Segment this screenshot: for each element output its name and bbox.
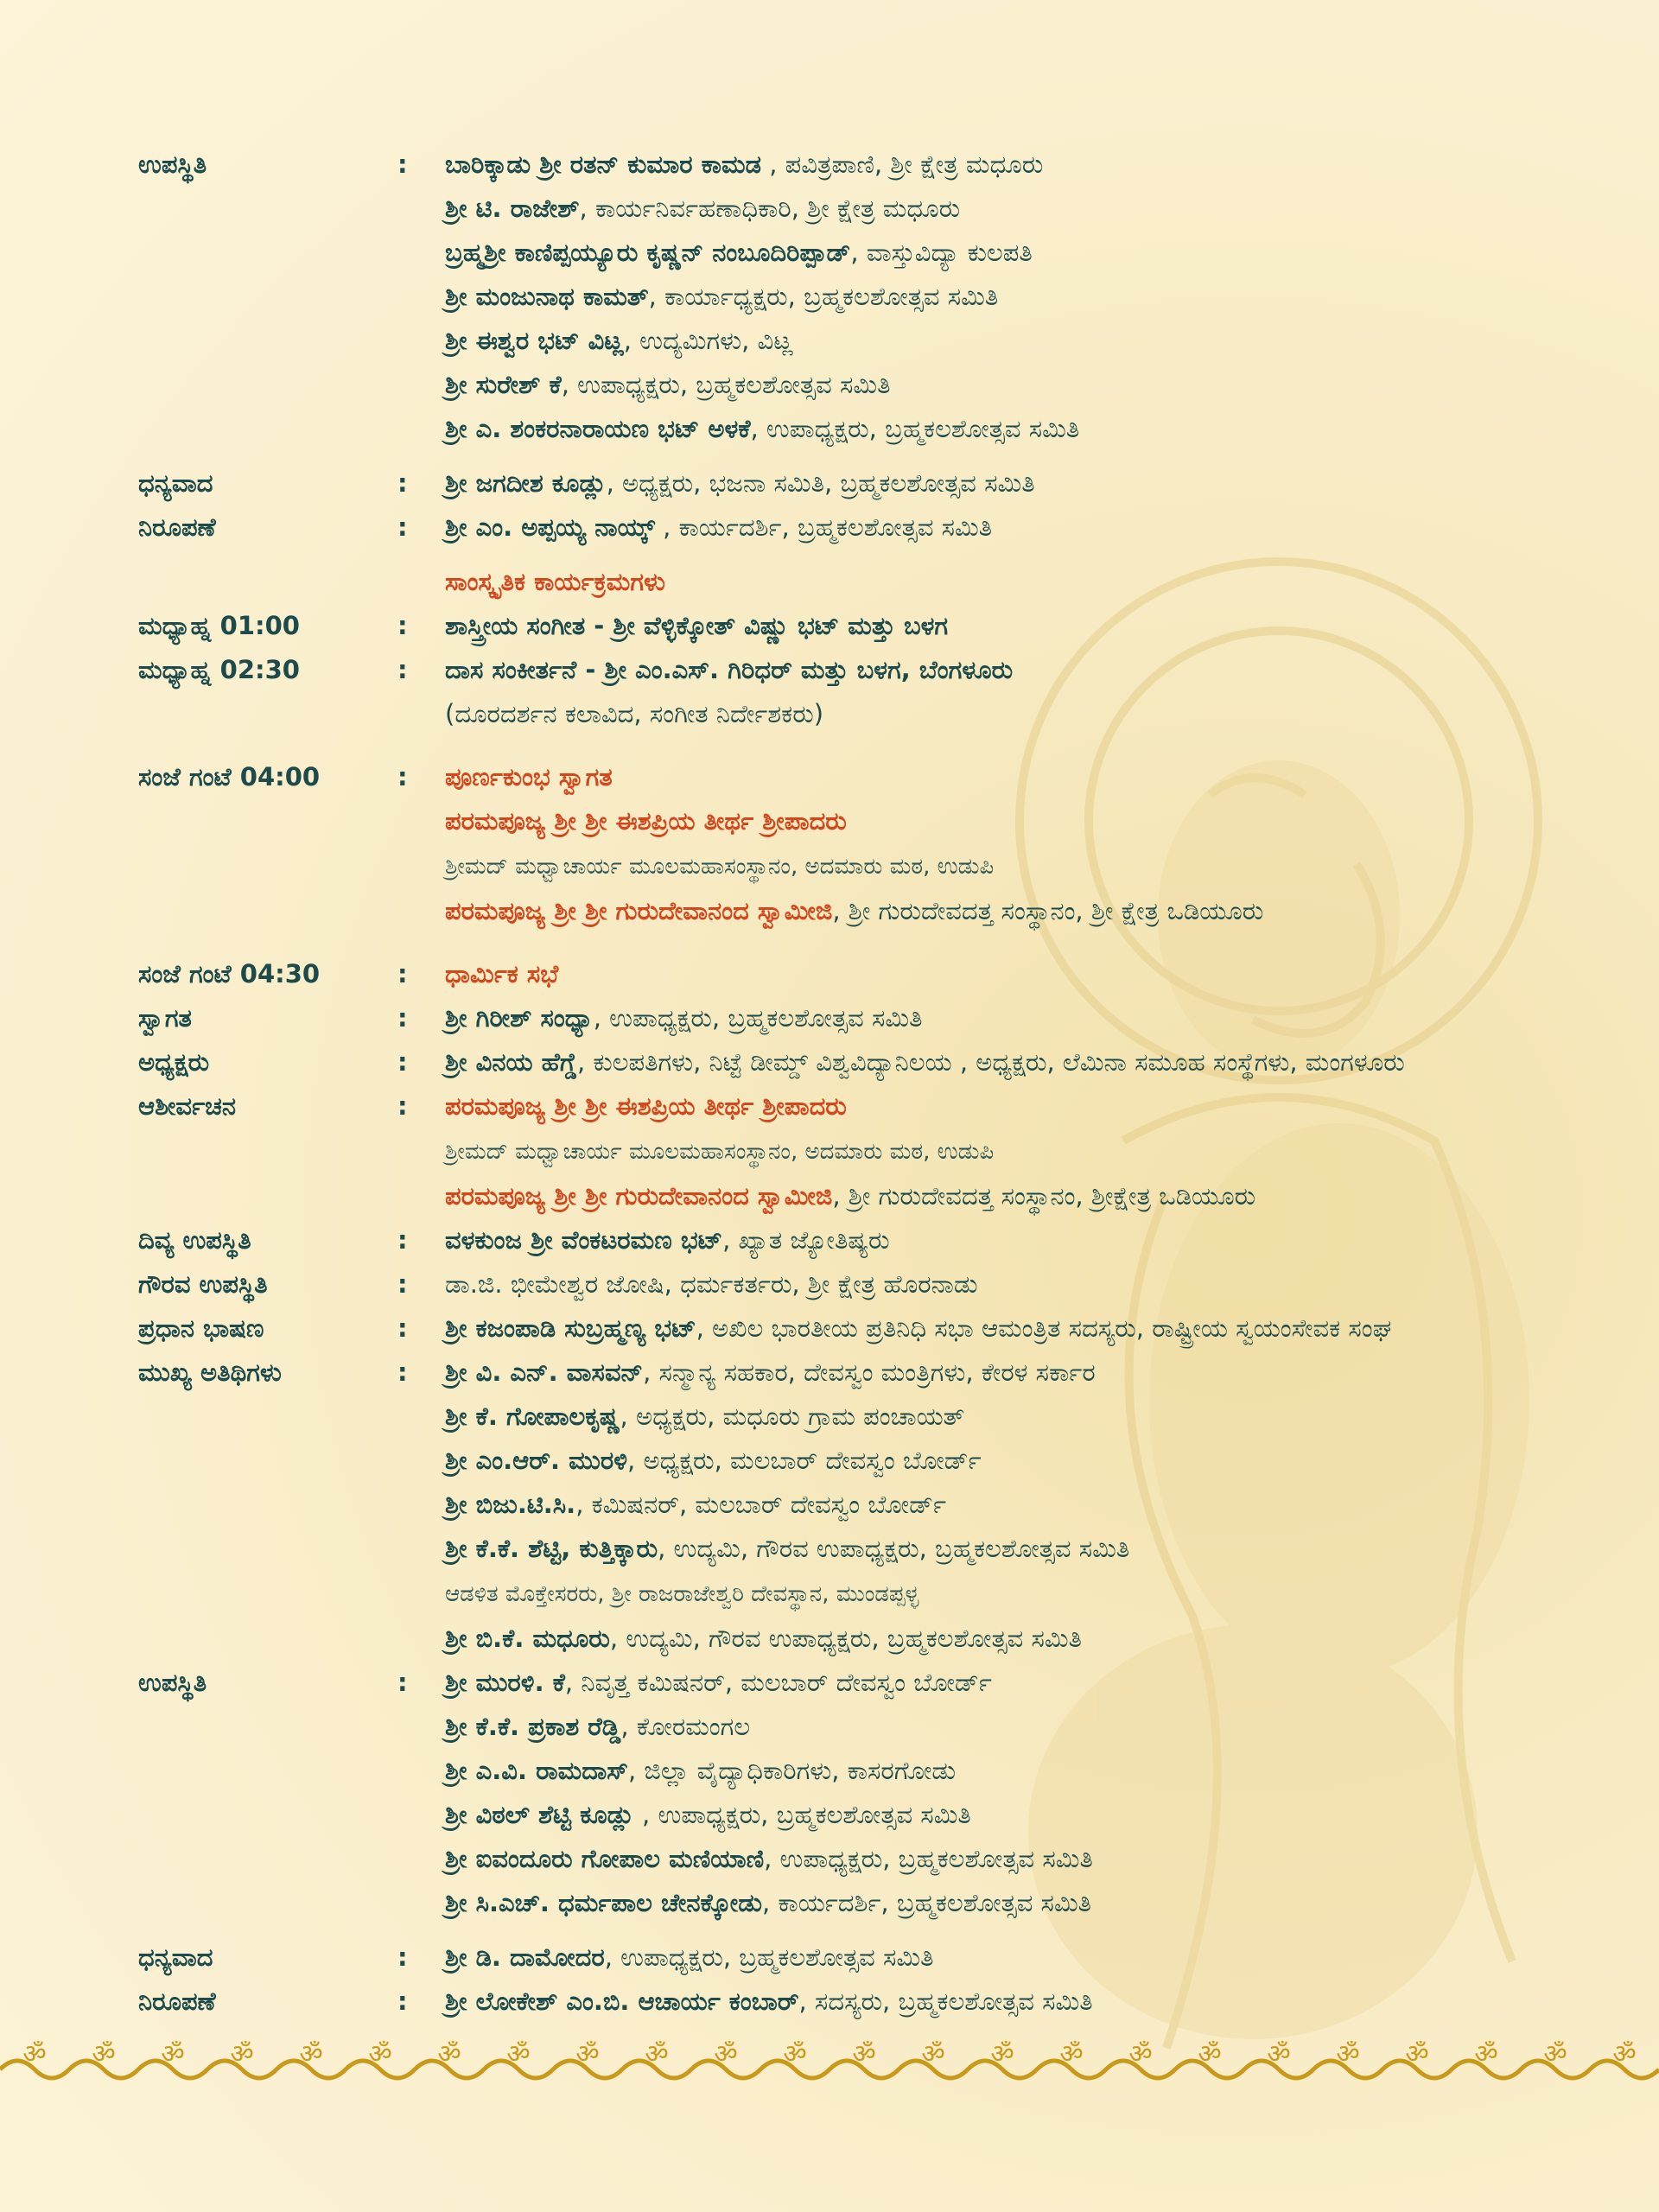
schedule-row (138, 952, 1624, 996)
row-colon: : (397, 1357, 408, 1387)
row-colon: : (397, 1942, 408, 1972)
section-heading-row (138, 560, 1624, 604)
row-colon: : (397, 149, 408, 179)
person-name: ಶ್ರೀ ಈಶ್ವರ ಭಟ್ ವಿಟ್ಲ (445, 326, 624, 355)
row-value (445, 1980, 1624, 2024)
person-name: ಶ್ರೀ ಎಂ. ಅಪ್ಪಯ್ಯ ನಾಯ್ಕ್ (445, 512, 655, 542)
row-colon: : (397, 762, 408, 791)
om-glyph: ॐ (714, 2039, 738, 2069)
person-description: , ಸನ್ಮಾನ್ಯ ಸಹಕಾರ, ದೇವಸ್ವಂ ಮಂತ್ರಿಗಳು, ಕೇರಳ ಸರ್ಕಾರ (643, 1357, 1096, 1387)
row-value (445, 1262, 1624, 1306)
om-glyph: ॐ (22, 2039, 47, 2069)
schedule-row (138, 1483, 1624, 1527)
row-colon: : (397, 468, 408, 498)
row-colon: : (397, 655, 408, 684)
row-label: ಮಧ್ಯಾಹ್ನ 01:00 (138, 611, 300, 640)
row-value (445, 1793, 1624, 1837)
person-name: ಶ್ರೀ ಬಿಜು.ಟಿ.ಸಿ. (445, 1490, 576, 1519)
person-name: ಬ್ರಹ್ಮಶ್ರೀ ಕಾಣಿಪ್ಪಯ್ಯೂರು ಕೃಷ್ಣನ್ ನಂಬೂದಿರಿಪ್ಪಾಡ್ (445, 238, 851, 267)
schedule-row (138, 231, 1624, 275)
row-label: ಸಂಜೆ ಗಂಟೆ 04:00 (138, 762, 321, 791)
schedule-row (138, 1218, 1624, 1262)
person-name: ಶ್ರೀ ಸಿ.ಎಚ್. ಧರ್ಮಪಾಲ ಚೇನಕ್ಕೋಡು (445, 1888, 762, 1917)
person-description: , ಉದ್ಯಮಿಗಳು, ವಿಟ್ಲ (623, 326, 793, 355)
person-name: ಶ್ರೀ ವಿ. ಎನ್. ವಾಸವನ್ (445, 1357, 644, 1387)
schedule-row (138, 755, 1624, 799)
schedule-row (138, 1128, 1624, 1174)
person-name: ಶ್ರೀ ಸುರೇಶ್ ಕೆ (445, 370, 562, 399)
row-label: ಮುಖ್ಯ ಅತಿಥಿಗಳು (138, 1357, 282, 1387)
person-description: , ಜಿಲ್ಲಾ ವೈದ್ಯಾಧಿಕಾರಿಗಳು, ಕಾಸರಗೋಡು (628, 1756, 957, 1785)
person-description: , ಶ್ರೀ ಗುರುದೇವದತ್ತ ಸಂಸ್ಥಾನಂ, ಶ್ರೀ ಕ್ಷೇತ್ರ ಒಡಿಯೂರು (832, 896, 1264, 925)
person-name: ಶ್ರೀ ಕೆ.ಕೆ. ಶೆಟ್ಟಿ, ಕುತ್ತಿಕ್ಕಾರು (445, 1534, 658, 1563)
highlight-text: ಧಾರ್ಮಿಕ ಸಭೆ (445, 959, 559, 988)
row-value (445, 1661, 1624, 1705)
row-label: ಅಧ್ಯಕ್ಷರು (138, 1047, 210, 1077)
row-value (445, 461, 1624, 505)
om-glyph: ॐ (575, 2039, 600, 2069)
highlight-text: ಪರಮಪೂಜ್ಯ ಶ್ರೀ ಶ್ರೀ ಈಶಪ್ರಿಯ ತೀರ್ಥ ಶ್ರೀಪಾದರು (445, 1091, 847, 1121)
person-name: ಶ್ರೀ ಮುರಳಿ. ಕೆ (445, 1668, 565, 1697)
row-value (445, 604, 1624, 648)
row-label: ಸ್ವಾಗತ (138, 1003, 192, 1033)
schedule-row (138, 604, 1624, 648)
schedule-row (138, 143, 1624, 187)
person-name: ಶ್ರೀ ಗಿರೀಶ್ ಸಂಧ್ಯಾ (445, 1003, 594, 1033)
schedule-row (138, 889, 1624, 933)
row-label: ನಿರೂಪಣೆ (138, 1986, 216, 2016)
schedule-row (138, 461, 1624, 505)
om-glyph: ॐ (1612, 2039, 1637, 2069)
row-colon: : (397, 512, 408, 542)
om-glyph: ॐ (299, 2039, 323, 2069)
person-description: , ವಾಸ್ತುವಿದ್ಯಾ ಕುಲಪತಿ (850, 238, 1033, 267)
schedule-row (138, 1749, 1624, 1793)
row-value (445, 692, 1624, 736)
row-label: ಉಪಸ್ಥಿತಿ (138, 1668, 207, 1697)
schedule-row (138, 1306, 1624, 1351)
om-glyph: ॐ (1543, 2039, 1567, 2069)
person-description: , ಸದಸ್ಯರು, ಬ್ರಹ್ಮಕಲಶೋತ್ಸವ ಸಮಿತಿ (798, 1986, 1093, 2016)
person-description: , ಶ್ರೀ ಗುರುದೇವದತ್ತ ಸಂಸ್ಥಾನಂ, ಶ್ರೀಕ್ಷೇತ್ರ ಒಡಿಯೂರು (832, 1181, 1256, 1211)
om-border (0, 2035, 1659, 2087)
schedule-row (138, 1084, 1624, 1128)
om-glyph: ॐ (1198, 2039, 1222, 2069)
highlight-text: ಪೂರ್ಣಕುಂಭ ಸ್ವಾಗತ (445, 762, 613, 791)
schedule-row (138, 1617, 1624, 1661)
row-value (445, 1084, 1624, 1128)
row-label: ಧನ್ಯವಾದ (138, 468, 213, 498)
row-label: ಮಧ್ಯಾಹ್ನ 02:30 (138, 655, 300, 684)
row-label: ಧನ್ಯವಾದ (138, 1942, 213, 1972)
schedule-row (138, 692, 1624, 736)
row-label: ಗೌರವ ಉಪಸ್ಥಿತಿ (138, 1269, 268, 1299)
person-name: ಬಾರಿಕ್ಕಾಡು ಶ್ರೀ ರತನ್ ಕುಮಾರ ಕಾಮಡ (445, 149, 761, 179)
person-name: ಶ್ರೀ ಎಂ.ಆರ್. ಮುರಳಿ (445, 1446, 628, 1475)
person-description: , ಅಧ್ಯಕ್ಷರು, ಭಜನಾ ಸಮಿತಿ, ಬ್ರಹ್ಮಕಲಶೋತ್ಸವ ಸಮಿತಿ (606, 468, 1035, 498)
row-value (445, 755, 1624, 799)
row-value (445, 1527, 1624, 1571)
row-value (445, 843, 1624, 889)
row-label: ಸಂಜೆ ಗಂಟೆ 04:30 (138, 959, 321, 988)
person-name: ಶ್ರೀ ಡಿ. ದಾಮೋದರ (445, 1942, 605, 1972)
om-glyph: ॐ (852, 2039, 876, 2069)
row-value (445, 363, 1624, 407)
row-value (445, 996, 1624, 1040)
person-description: , ಕೋರಮಂಗಲ (620, 1712, 751, 1741)
schedule-row (138, 275, 1624, 319)
person-name: ಶ್ರೀ ಕೆ. ಗೋಪಾಲಕೃಷ್ಣ (445, 1402, 620, 1431)
row-colon: : (397, 1225, 408, 1255)
om-glyph: ॐ (990, 2039, 1014, 2069)
schedule-row (138, 363, 1624, 407)
row-value (445, 1881, 1624, 1925)
person-description: , ಪವಿತ್ರಪಾಣಿ, ಶ್ರೀ ಕ್ಷೇತ್ರ ಮಧೂರು (761, 149, 1044, 179)
row-value (445, 231, 1624, 275)
person-description: ಡಾ.ಜಿ. ಭೀಮೇಶ್ವರ ಜೋಷಿ, ಧರ್ಮಕರ್ತರು, ಶ್ರೀ ಕ್ಷೇತ್ರ ಹೊರನಾಡು (445, 1269, 978, 1299)
person-description: , ಉಪಾಧ್ಯಕ್ಷರು, ಬ್ರಹ್ಮಕಲಶೋತ್ಸವ ಸಮಿತಿ (750, 414, 1080, 443)
person-description: , ಉದ್ಯಮಿ, ಗೌರವ ಉಪಾಧ್ಯಕ್ಷರು, ಬ್ರಹ್ಮಕಲಶೋತ್ಸವ ಸಮಿತಿ (609, 1624, 1082, 1653)
person-name: ಶ್ರೀ ಎ. ಶಂಕರನಾರಾಯಣ ಭಟ್ ಅಳಕೆ (445, 414, 751, 443)
person-name: ಶ್ರೀ ಐವಂದೂರು ಗೋಪಾಲ ಮಣಿಯಾಣಿ (445, 1844, 765, 1873)
om-glyph: ॐ (1059, 2039, 1084, 2069)
row-value (445, 1571, 1624, 1617)
row-value (445, 1306, 1624, 1351)
person-description: , ಕಾರ್ಯದರ್ಶಿ, ಬ್ರಹ್ಮಕಲಶೋತ್ಸವ ಸಮಿತಿ (761, 1888, 1092, 1917)
person-name: ಶ್ರೀ ಲೋಕೇಶ್ ಎಂ.ಬಿ. ಆಚಾರ್ಯ ಕಂಬಾರ್ (445, 1986, 799, 2016)
row-value (445, 275, 1624, 319)
person-description: (ದೂರದರ್ಶನ ಕಲಾವಿದ, ಸಂಗೀತ ನಿರ್ದೇಶಕರು) (445, 699, 824, 728)
person-description: , ಖ್ಯಾತ ಜ್ಯೋತಿಷ್ಯರು (722, 1225, 890, 1255)
row-label: ಆಶೀರ್ವಚನ (138, 1091, 236, 1121)
section-heading: ಸಾಂಸ್ಕೃತಿಕ ಕಾರ್ಯಕ್ರಮಗಳು (445, 567, 665, 596)
schedule-row (138, 1705, 1624, 1749)
row-colon: : (397, 1668, 408, 1697)
row-value (445, 1351, 1624, 1395)
row-colon: : (397, 1003, 408, 1033)
person-description: , ಉಪಾಧ್ಯಕ್ಷರು, ಬ್ರಹ್ಮಕಲಶೋತ್ಸವ ಸಮಿತಿ (764, 1844, 1093, 1873)
person-name: ವಳಕುಂಜ ಶ್ರೀ ವೆಂಕಟರಮಣ ಭಟ್ (445, 1225, 723, 1255)
row-value (445, 319, 1624, 363)
om-glyph: ॐ (1336, 2039, 1360, 2069)
schedule-row (138, 1040, 1624, 1084)
row-value (445, 1439, 1624, 1483)
person-description: , ಕಾರ್ಯಾಧ್ಯಕ್ಷರು, ಬ್ರಹ್ಮಕಲಶೋತ್ಸವ ಸಮಿತಿ (648, 282, 999, 311)
row-value (445, 648, 1624, 692)
schedule-row (138, 1793, 1624, 1837)
person-description: , ಕಮಿಷನರ್, ಮಲಬಾರ್ ದೇವಸ್ವಂ ಬೋರ್ಡ್ (575, 1490, 947, 1519)
row-value (445, 1749, 1624, 1793)
schedule-row (138, 1881, 1624, 1925)
person-description: , ಉಪಾಧ್ಯಕ್ಷರು, ಬ್ರಹ್ಮಕಲಶೋತ್ಸವ ಸಮಿತಿ (633, 1800, 971, 1829)
om-glyph: ॐ (1267, 2039, 1291, 2069)
row-label: ದಿವ್ಯ ಉಪಸ್ಥಿತಿ (138, 1225, 251, 1255)
row-colon: : (397, 1047, 408, 1077)
om-glyph: ॐ (1474, 2039, 1498, 2069)
person-description: , ನಿವೃತ್ತ ಕಮಿಷನರ್, ಮಲಬಾರ್ ದೇವಸ್ವಂ ಬೋರ್ಡ್ (564, 1668, 992, 1697)
schedule-row (138, 1936, 1624, 1980)
row-label: ಉಪಸ್ಥಿತಿ (138, 149, 207, 179)
om-glyph: ॐ (783, 2039, 807, 2069)
schedule-row (138, 187, 1624, 231)
person-description: , ಅಖಿಲ ಭಾರತೀಯ ಪ್ರತಿನಿಧಿ ಸಭಾ ಆಮಂತ್ರಿತ ಸದಸ್ಯರು, ರಾಷ್ಟ್ರೀಯ ಸ್ವಯಂಸೇವಕ ಸಂಘ (696, 1313, 1392, 1343)
row-value (445, 1218, 1624, 1262)
row-colon: : (397, 1986, 408, 2016)
row-value (445, 1395, 1624, 1439)
row-colon: : (397, 1091, 408, 1121)
row-value (445, 1936, 1624, 1980)
schedule-row (138, 648, 1624, 692)
row-value (445, 143, 1624, 187)
row-colon: : (397, 1313, 408, 1343)
person-name: ಶಾಸ್ತ್ರೀಯ ಸಂಗೀತ - ಶ್ರೀ ವೆಳ್ಳಿಕ್ಕೋತ್ ವಿಷ್ಣು ಭಟ್ ಮತ್ತು ಬಳಗ (445, 611, 949, 640)
schedule-row (138, 996, 1624, 1040)
schedule-row (138, 319, 1624, 363)
person-name: ಶ್ರೀ ಜಗದೀಶ ಕೂಡ್ಲು (445, 468, 607, 498)
om-glyph: ॐ (1405, 2039, 1429, 2069)
schedule-row (138, 505, 1624, 550)
row-value (445, 187, 1624, 231)
sub-description: ಶ್ರೀಮದ್ ಮಧ್ವಾಚಾರ್ಯ ಮೂಲಮಹಾಸಂಸ್ಥಾನಂ, ಅದಮಾರು ಮಠ, ಉಡುಪಿ (445, 854, 995, 880)
highlight-text: ಪರಮಪೂಜ್ಯ ಶ್ರೀ ಶ್ರೀ ಗುರುದೇವಾನಂದ ಸ್ವಾಮೀಜಿ (445, 1181, 833, 1211)
person-description: , ಕುಲಪತಿಗಳು, ನಿಟ್ಟೆ ಡೀಮ್ಡ್ ವಿಶ್ವವಿದ್ಯಾನಿಲಯ , ಅಧ್ಯಕ್ಷರು, ಲೆಮಿನಾ ಸಮೂಹ ಸಂಸ್ಥೆಗಳು, ಮಂಗಳೂರು (576, 1047, 1405, 1077)
row-value (445, 1128, 1624, 1174)
person-name: ದಾಸ ಸಂಕೀರ್ತನೆ - ಶ್ರೀ ಎಂ.ಎಸ್. ಗಿರಿಧರ್ ಮತ್ತು ಬಳಗ, ಬೆಂಗಳೂರು (445, 655, 1014, 684)
om-glyph: ॐ (1128, 2039, 1153, 2069)
schedule-row (138, 1527, 1624, 1571)
om-glyph: ॐ (161, 2039, 185, 2069)
schedule-row (138, 843, 1624, 889)
row-value (445, 560, 1624, 604)
person-description: , ಅಧ್ಯಕ್ಷರು, ಮಲಬಾರ್ ದೇವಸ್ವಂ ಬೋರ್ಡ್ (627, 1446, 982, 1475)
row-colon: : (397, 959, 408, 988)
person-description: , ಉಪಾಧ್ಯಕ್ಷರು, ಬ್ರಹ್ಮಕಲಶೋತ್ಸವ ಸಮಿತಿ (593, 1003, 923, 1033)
om-glyph: ॐ (921, 2039, 945, 2069)
om-glyph: ॐ (506, 2039, 531, 2069)
schedule-row (138, 1837, 1624, 1881)
person-name: ಶ್ರೀ ಕಜಂಪಾಡಿ ಸುಬ್ರಹ್ಮಣ್ಯ ಭಟ್ (445, 1313, 696, 1343)
person-description: , ಅಧ್ಯಕ್ಷರು, ಮಧೂರು ಗ್ರಾಮ ಪಂಚಾಯತ್ (620, 1402, 965, 1431)
om-glyph: ॐ (92, 2039, 116, 2069)
schedule-row (138, 1351, 1624, 1395)
person-name: ಶ್ರೀ ಬಿ.ಕೆ. ಮಧೂರು (445, 1624, 610, 1653)
row-value (445, 505, 1624, 550)
row-value (445, 1837, 1624, 1881)
schedule-row (138, 1262, 1624, 1306)
sub-description: ಆಡಳಿತ ಮೊಕ್ತೇಸರರು, ಶ್ರೀ ರಾಜರಾಜೇಶ್ವರಿ ದೇವಸ್ಥಾನ, ಮುಂಡಪ್ಪಳ್ಳ (445, 1581, 919, 1607)
row-value (445, 1705, 1624, 1749)
om-glyph: ॐ (230, 2039, 254, 2069)
person-name: ಶ್ರೀ ಎ.ವಿ. ರಾಮದಾಸ್ (445, 1756, 628, 1785)
person-description: , ಉದ್ಯಮಿ, ಗೌರವ ಉಪಾಧ್ಯಕ್ಷರು, ಬ್ರಹ್ಮಕಲಶೋತ್ಸವ ಸಮಿತಿ (658, 1534, 1130, 1563)
schedule-row (138, 1571, 1624, 1617)
person-name: ಶ್ರೀ ಮಂಜುನಾಥ ಕಾಮತ್ (445, 282, 649, 311)
row-colon: : (397, 1269, 408, 1299)
row-value (445, 952, 1624, 996)
person-name: ಶ್ರೀ ವಿನಯ ಹೆಗ್ಡೆ (445, 1047, 577, 1077)
om-glyph: ॐ (368, 2039, 392, 2069)
om-glyph: ॐ (437, 2039, 461, 2069)
sub-description: ಶ್ರೀಮದ್ ಮಧ್ವಾಚಾರ್ಯ ಮೂಲಮಹಾಸಂಸ್ಥಾನಂ, ಅದಮಾರು ಮಠ, ಉಡುಪಿ (445, 1139, 995, 1165)
schedule-row (138, 1174, 1624, 1218)
schedule-row (138, 407, 1624, 451)
row-value (445, 1174, 1624, 1218)
schedule-row (138, 799, 1624, 843)
schedule-row (138, 1661, 1624, 1705)
om-glyph: ॐ (645, 2039, 669, 2069)
row-value (445, 1040, 1624, 1084)
row-label: ಪ್ರಧಾನ ಭಾಷಣ (138, 1313, 264, 1343)
person-name: ಶ್ರೀ ಟಿ. ರಾಜೇಶ್ (445, 194, 580, 223)
person-description: , ಉಪಾಧ್ಯಕ್ಷರು, ಬ್ರಹ್ಮಕಲಶೋತ್ಸವ ಸಮಿತಿ (561, 370, 891, 399)
row-value (445, 799, 1624, 843)
person-description: , ಕಾರ್ಯನಿರ್ವಹಣಾಧಿಕಾರಿ, ಶ್ರೀ ಕ್ಷೇತ್ರ ಮಧೂರು (579, 194, 961, 223)
row-colon: : (397, 611, 408, 640)
row-label: ನಿರೂಪಣೆ (138, 512, 216, 542)
row-value (445, 1483, 1624, 1527)
row-value (445, 407, 1624, 451)
person-description: , ಕಾರ್ಯದರ್ಶಿ, ಬ್ರಹ್ಮಕಲಶೋತ್ಸವ ಸಮಿತಿ (654, 512, 993, 542)
person-description: , ಉಪಾಧ್ಯಕ್ಷರು, ಬ್ರಹ್ಮಕಲಶೋತ್ಸವ ಸಮಿತಿ (604, 1942, 934, 1972)
schedule-row (138, 1980, 1624, 2024)
schedule-row (138, 1395, 1624, 1439)
schedule-row (138, 1439, 1624, 1483)
highlight-text: ಪರಮಪೂಜ್ಯ ಶ್ರೀ ಶ್ರೀ ಈಶಪ್ರಿಯ ತೀರ್ಥ ಶ್ರೀಪಾದರು (445, 806, 847, 836)
highlight-text: ಪರಮಪೂಜ್ಯ ಶ್ರೀ ಶ್ರೀ ಗುರುದೇವಾನಂದ ಸ್ವಾಮೀಜಿ (445, 896, 833, 925)
row-value (445, 1617, 1624, 1661)
person-name: ಶ್ರೀ ವಿಠಲ್ ಶೆಟ್ಟಿ ಕೂಡ್ಲು (445, 1800, 634, 1829)
programme-schedule (138, 143, 1624, 2024)
person-name: ಶ್ರೀ ಕೆ.ಕೆ. ಪ್ರಕಾಶ ರೆಡ್ಡಿ (445, 1712, 621, 1741)
row-value (445, 889, 1624, 933)
